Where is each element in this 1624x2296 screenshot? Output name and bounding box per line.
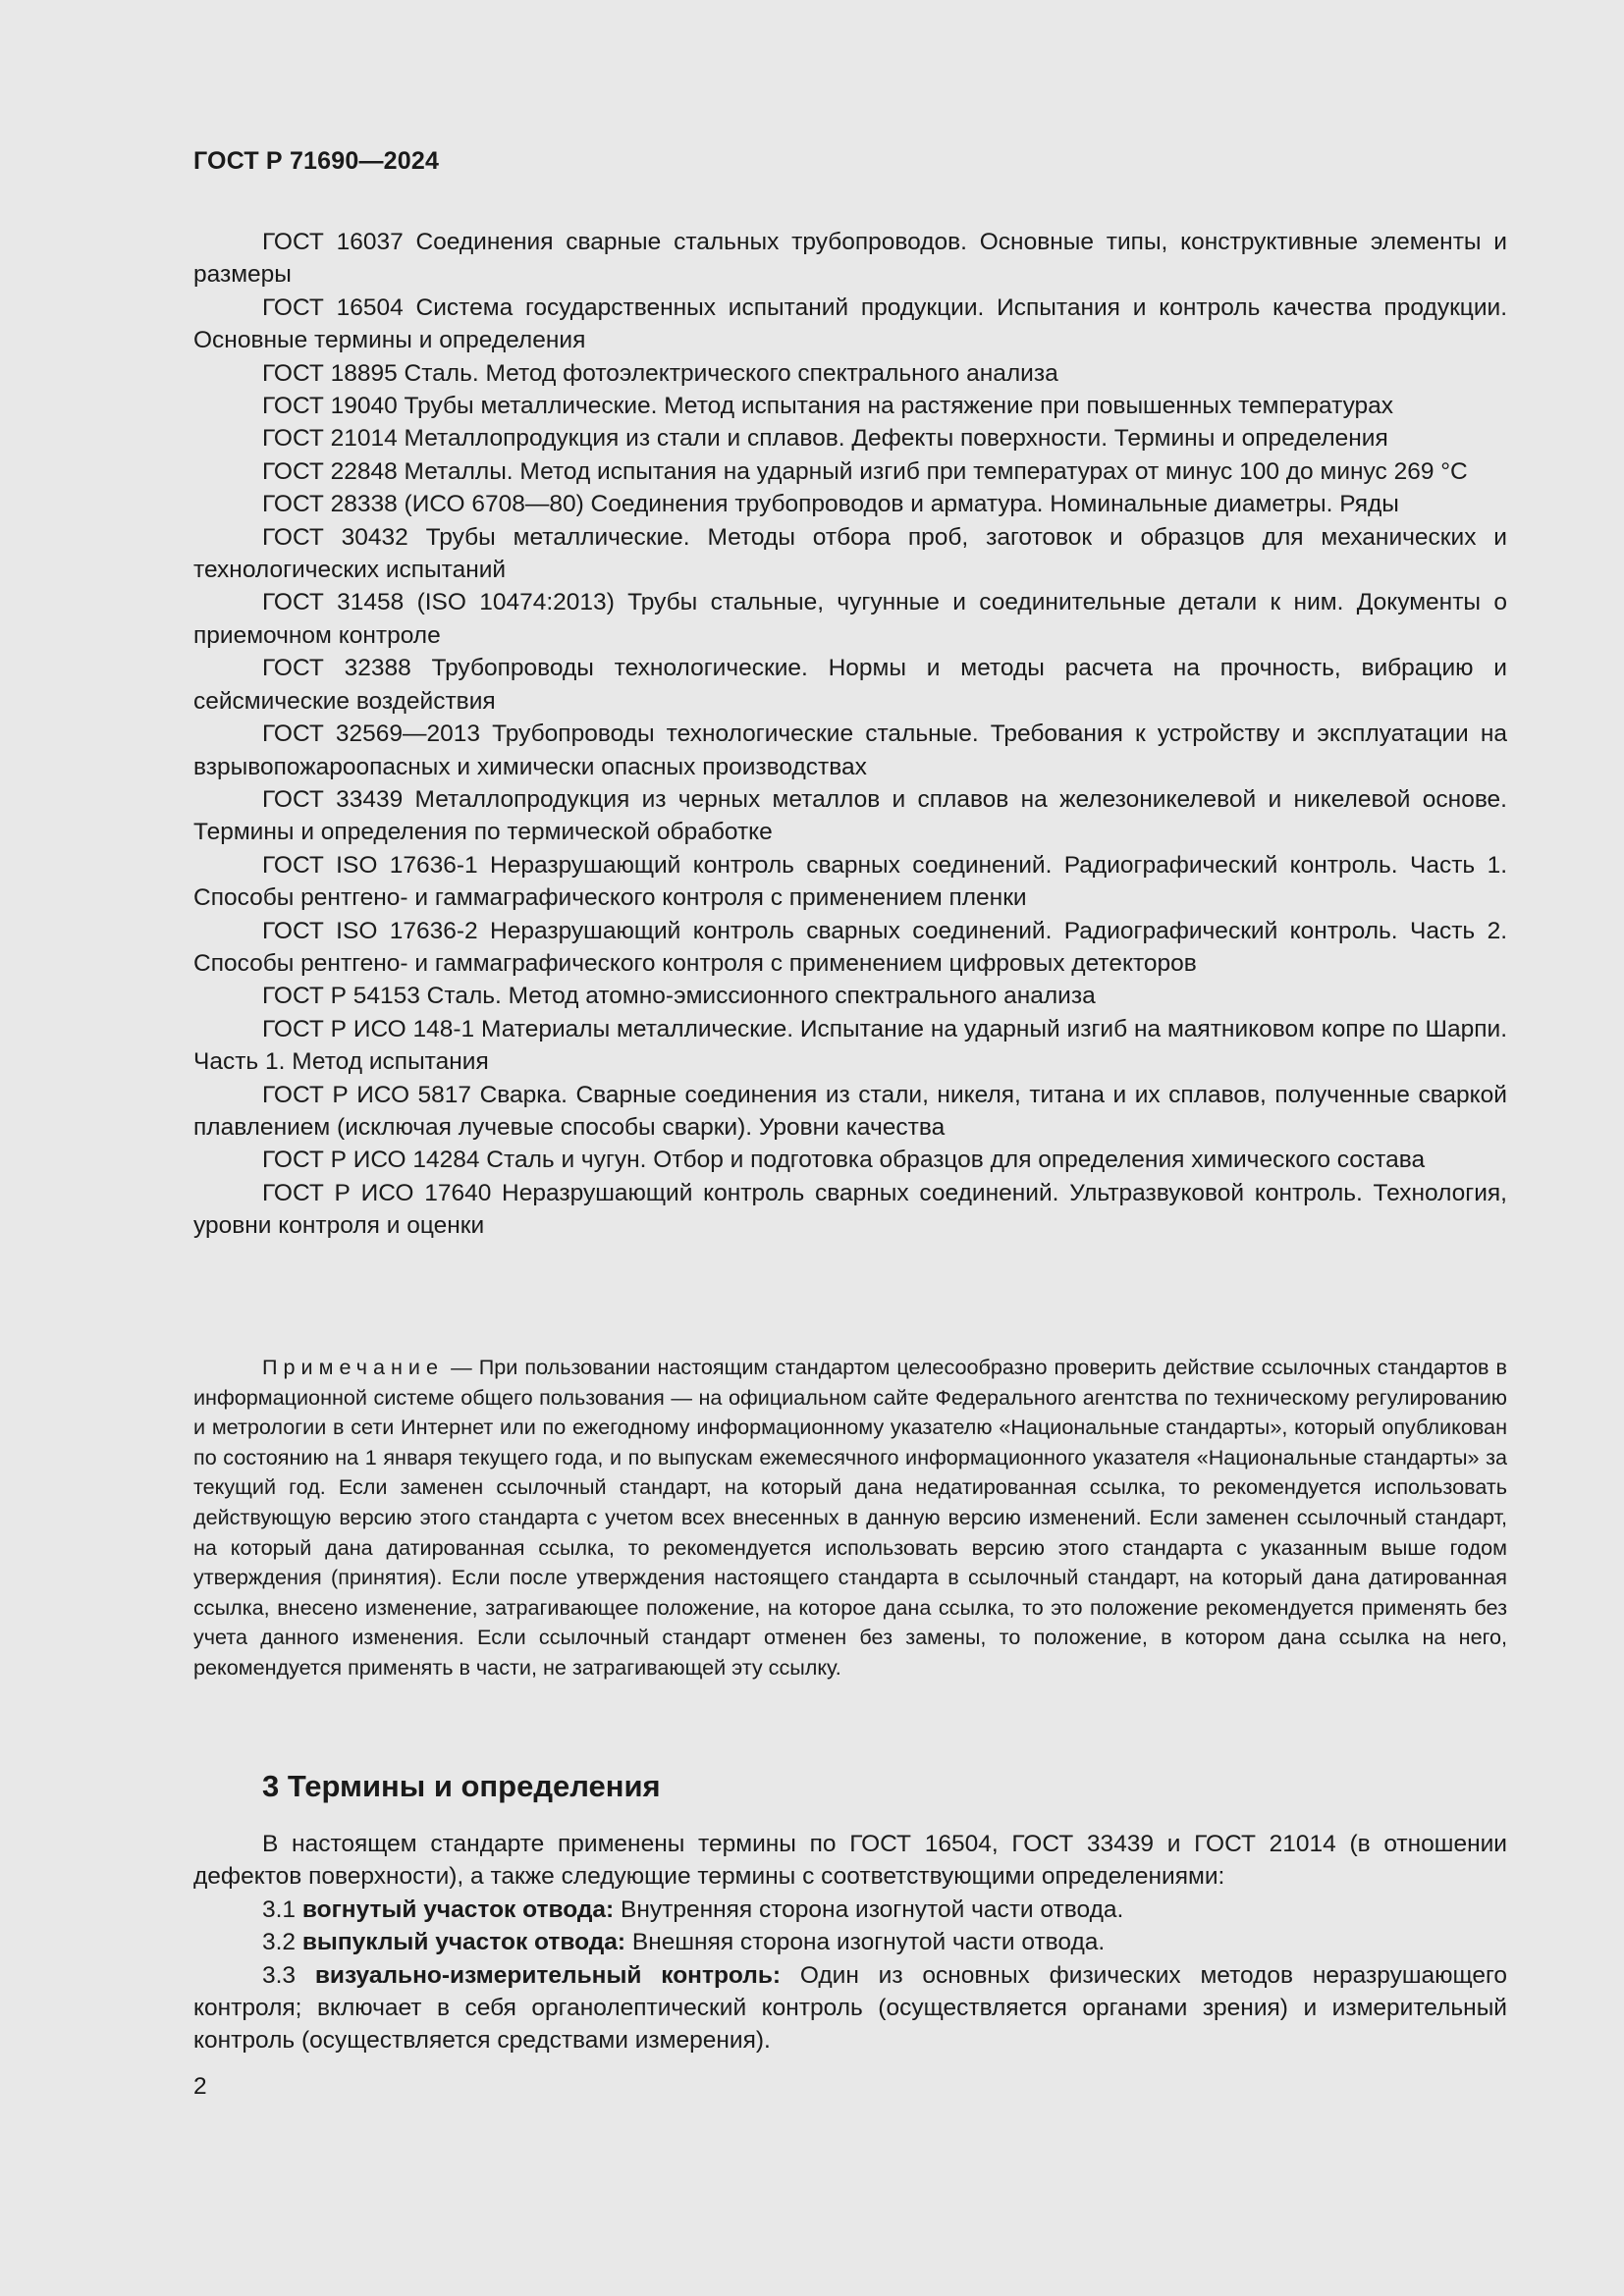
term-number: 3.3 [262, 1961, 315, 1989]
normative-references-list [193, 226, 1507, 1243]
reference-item: ГОСТ 33439 Металлопродукция из черных металлов и сплавов на железоникелевой и никелевой основе. Термины и определения по термической обработке [193, 785, 1507, 846]
reference-item: ГОСТ 30432 Трубы металлические. Методы отбора проб, заготовок и образцов для механических и технологических испытаний [193, 523, 1507, 584]
reference-item: ГОСТ 31458 (ISO 10474:2013) Трубы стальные, чугунные и соединительные детали к ним. Документы о приемочном контроле [193, 589, 1507, 649]
term-name: выпуклый участок отвода: [301, 1929, 626, 1956]
reference-item: ГОСТ 32388 Трубопроводы технологические. Нормы и методы расчета на прочность, вибрацию и сейсмические воздействия [193, 655, 1507, 715]
reference-item: ГОСТ 19040 Трубы металлические. Метод испытания на растяжение при повышенных температурах [262, 393, 1394, 420]
reference-item: ГОСТ 16037 Соединения сварные стальных трубопроводов. Основные типы, конструктивные элементы и размеры [193, 229, 1507, 289]
terms-section [193, 1828, 1507, 2057]
reference-item: ГОСТ 22848 Металлы. Метод испытания на ударный изгиб при температурах от минус 100 до минус 269 °С [262, 457, 1468, 485]
note-paragraph [193, 1353, 1507, 1683]
reference-item: ГОСТ Р ИСО 5817 Сварка. Сварные соединения из стали, никеля, титана и их сплавов, полученные сваркой плавлением (исключая лучевые способы сварки). Уровни качества [193, 1081, 1507, 1141]
term-text: Один из основных физических методов неразрушающего контроля; включает в себя органолептический контроль (осуществляется органами зрения) и измерительный контроль (осуществляется средствами измерения). [193, 1961, 1508, 2055]
section-intro: В настоящем стандарте применены термины по ГОСТ 16504, ГОСТ 33439 и ГОСТ 21014 (в отношении дефектов поверхности), а также следующие термины с соответствующими определениями: [193, 1831, 1507, 1891]
term-name: визуально-измерительный контроль: [314, 1961, 782, 1989]
term-text: Внутренняя сторона изогнутой части отвода. [614, 1896, 1124, 1923]
reference-item: ГОСТ Р ИСО 14284 Сталь и чугун. Отбор и подготовка образцов для определения химического состава [262, 1147, 1426, 1174]
reference-item: ГОСТ 16504 Система государственных испытаний продукции. Испытания и контроль качества продукции. Основные термины и определения [193, 294, 1507, 354]
reference-item: ГОСТ 28338 (ИСО 6708—80) Соединения трубопроводов и арматура. Номинальные диаметры. Ряды [262, 491, 1399, 518]
term-text: Внешняя сторона изогнутой части отвода. [625, 1929, 1106, 1956]
reference-item: ГОСТ ISO 17636-2 Неразрушающий контроль сварных соединений. Радиографический контроль. Часть 2. Способы рентгено- и гаммаграфического контроля с применением цифровых детекторов [193, 917, 1507, 977]
term-number: 3.1 [262, 1896, 302, 1923]
note-text: При пользовании настоящим стандартом целесообразно проверить действие ссылочных стандартов в информационной системе общего пользования — на официальном сайте Федерального агентства по техническому регулированию и метрологии в сети Интернет или по ежегодному информационному указателю «Национальные стандарты», который опубликован по состоянию на 1 января текущего года, и по выпускам ежемесячного информационного указателя «Национальные стандарты» за текущий год. Если заменен ссылочный стандарт, на который дана недатированная ссылка, то рекомендуется использовать действующую версию этого стандарта с учетом всех внесенных в данную версию изменений. Если заменен ссылочный стандарт, на который дана датированная ссылка, то рекомендуется использовать версию этого стандарта с указанным выше годом утверждения (принятия). Если после утверждения настоящего стандарта в ссылочный стандарт, на который дана датированная ссылка, внесено изменение, затрагивающее положение, на которое дана ссылка, то это положение рекомендуется применять без учета данного изменения. Если ссылочный стандарт отменен без замены, то положение, в котором дана ссылка на него, рекомендуется применять в части, не затрагивающей эту ссылку. [193, 1355, 1507, 1680]
page-number: 2 [193, 2073, 207, 2100]
section-heading: 3 Термины и определения [262, 1769, 661, 1803]
document-header: ГОСТ Р 71690—2024 [193, 147, 440, 175]
term-name: вогнутый участок отвода: [301, 1896, 615, 1923]
term-number: 3.2 [262, 1929, 302, 1956]
note-dash: — [444, 1355, 479, 1379]
term-definition [193, 1926, 1507, 1958]
reference-item: ГОСТ Р ИСО 148-1 Материалы металлические. Испытание на ударный изгиб на маятниковом копре по Шарпи. Часть 1. Метод испытания [193, 1015, 1507, 1076]
term-definition [193, 1894, 1507, 1926]
reference-item: ГОСТ ISO 17636-1 Неразрушающий контроль сварных соединений. Радиографический контроль. Часть 1. Способы рентгено- и гаммаграфического контроля с применением пленки [193, 851, 1507, 912]
reference-item: ГОСТ Р 54153 Сталь. Метод атомно-эмиссионного спектрального анализа [262, 983, 1096, 1010]
reference-item: ГОСТ 21014 Металлопродукция из стали и сплавов. Дефекты поверхности. Термины и определения [262, 425, 1388, 453]
reference-item: ГОСТ 32569—2013 Трубопроводы технологические стальные. Требования к устройству и эксплуатации на взрывопожароопасных и химически опасных производствах [193, 721, 1507, 780]
reference-item: ГОСТ 18895 Сталь. Метод фотоэлектрического спектрального анализа [262, 359, 1058, 387]
note-label: Примечание [262, 1355, 444, 1379]
term-definition [193, 1959, 1507, 2057]
reference-item: ГОСТ Р ИСО 17640 Неразрушающий контроль сварных соединений. Ультразвуковой контроль. Технология, уровни контроля и оценки [193, 1179, 1507, 1240]
